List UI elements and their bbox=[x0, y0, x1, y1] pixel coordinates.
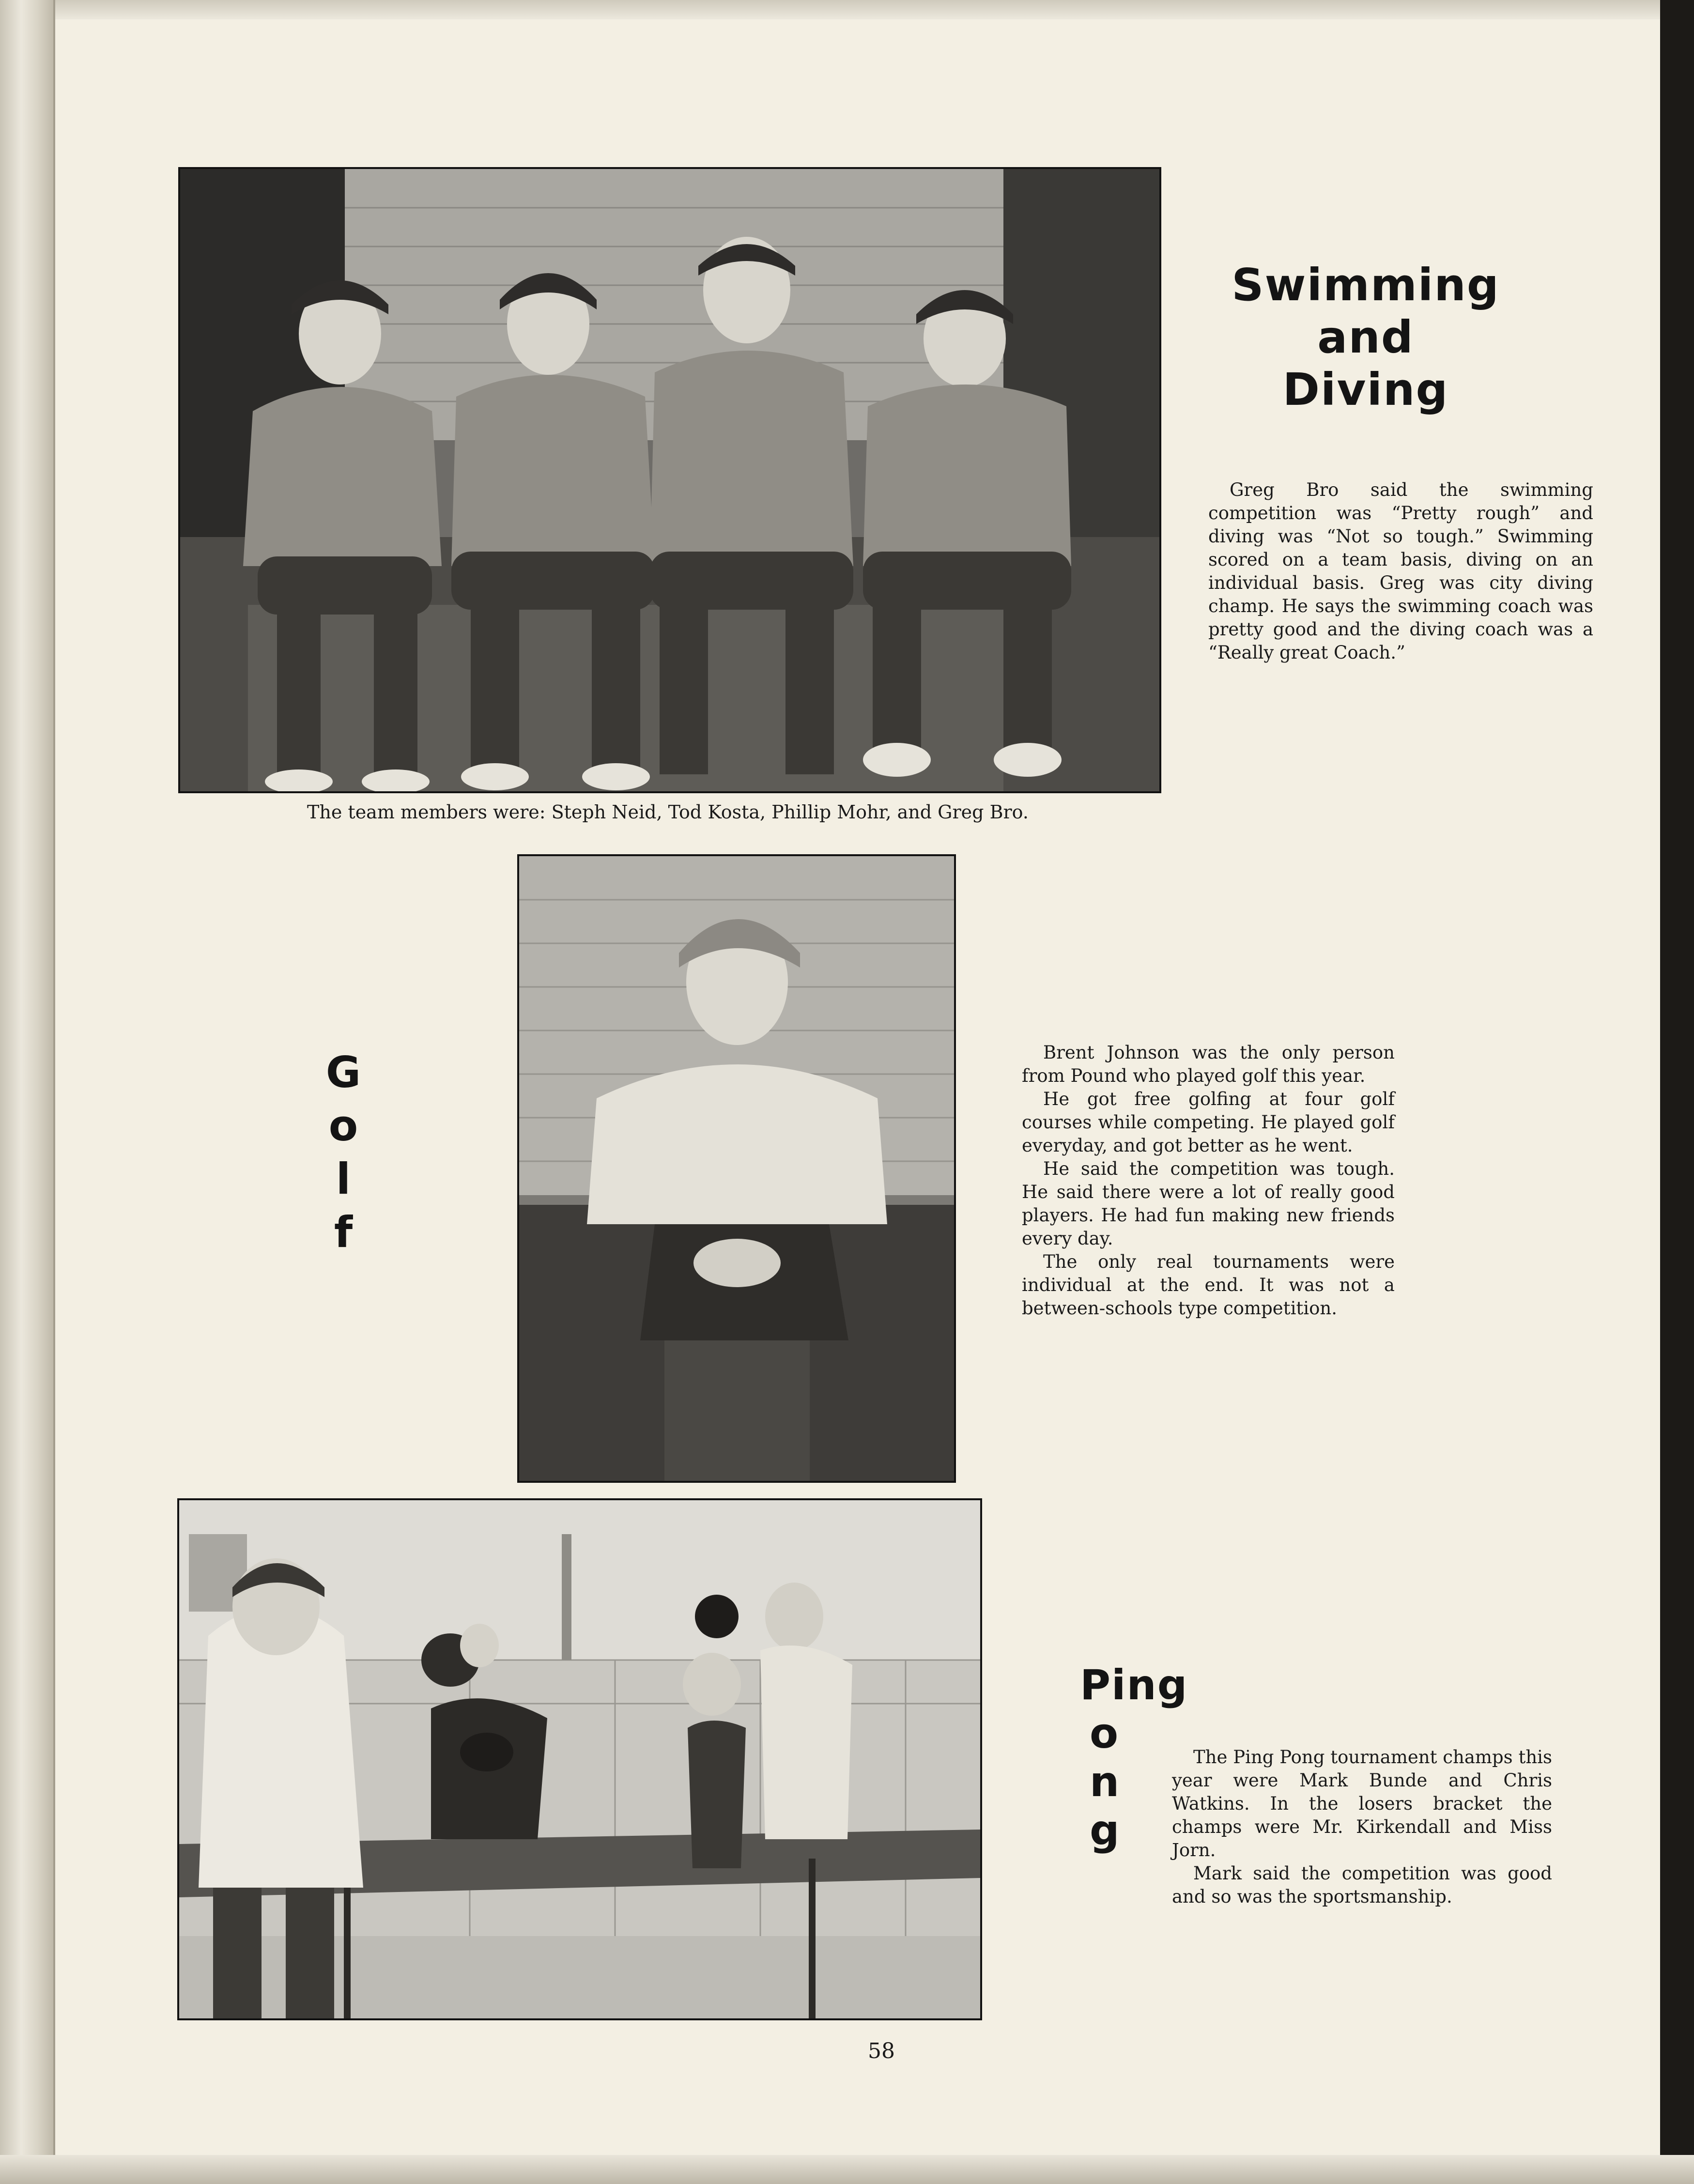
golf-paragraph: He got free golfing at four golf courses while competing. He played golf everyday, and got better as he went. bbox=[1022, 1089, 1395, 1156]
golf-heading bbox=[320, 1046, 368, 1259]
page-number: 58 bbox=[868, 2039, 895, 2063]
swimming-heading bbox=[1230, 259, 1501, 416]
golf-heading-letter: f bbox=[334, 1207, 354, 1257]
ping-pong-photo bbox=[177, 1498, 982, 2020]
swimming-heading-line: Swimming bbox=[1232, 259, 1500, 311]
ping-pong-heading-letter: n bbox=[1090, 1758, 1121, 1806]
ping-pong-heading-word: Ping bbox=[1080, 1661, 1188, 1709]
golf-paragraph: Brent Johnson was the only person from Pound who played golf this year. bbox=[1022, 1042, 1395, 1086]
ping-pong-heading-letter: g bbox=[1090, 1806, 1121, 1855]
binder-bottom-edge bbox=[0, 2155, 1694, 2184]
swimming-heading-line: and bbox=[1317, 311, 1414, 363]
binder-spine bbox=[0, 0, 55, 2184]
ping-pong-heading-letter: o bbox=[1090, 1709, 1120, 1758]
ping-pong-article bbox=[1172, 1746, 1552, 1908]
golf-heading-letter: l bbox=[336, 1154, 352, 1204]
golf-heading-letter: o bbox=[328, 1101, 359, 1151]
ping-pong-heading bbox=[1080, 1661, 1188, 1855]
ping-pong-paragraph: The Ping Pong tournament champs this year were Mark Bunde and Chris Watkins. In the losers bracket the champs were Mr. Kirkendall and Miss Jorn. bbox=[1172, 1747, 1552, 1861]
golf-paragraph: He said the competition was tough. He said there were a lot of really good players. He had fun making new friends every day. bbox=[1022, 1158, 1395, 1249]
golf-article bbox=[1022, 1041, 1395, 1320]
ping-pong-paragraph: Mark said the competition was good and so was the sportsmanship. bbox=[1172, 1863, 1552, 1907]
binder-top-edge bbox=[0, 0, 1694, 19]
swimming-article bbox=[1208, 478, 1593, 664]
swim-team-photo bbox=[178, 167, 1161, 793]
golf-player-photo bbox=[517, 854, 956, 1483]
golf-heading-letter: G bbox=[325, 1047, 362, 1097]
swimming-heading-line: Diving bbox=[1282, 364, 1449, 415]
swimming-paragraph: Greg Bro said the swimming competition was “Pretty rough” and diving was “Not so tough.” Swimming scored on a team basis, diving on an individual basis. Greg was city diving champ. He says the swimming coach was pretty good and the diving coach was a “Really great Coach.” bbox=[1208, 479, 1593, 663]
dark-background-edge bbox=[1660, 0, 1694, 2184]
golf-paragraph: The only real tournaments were individual at the end. It was not a between-schools type competition. bbox=[1022, 1251, 1395, 1319]
swim-photo-caption: The team members were: Steph Neid, Tod Kosta, Phillip Mohr, and Greg Bro. bbox=[307, 801, 1029, 823]
